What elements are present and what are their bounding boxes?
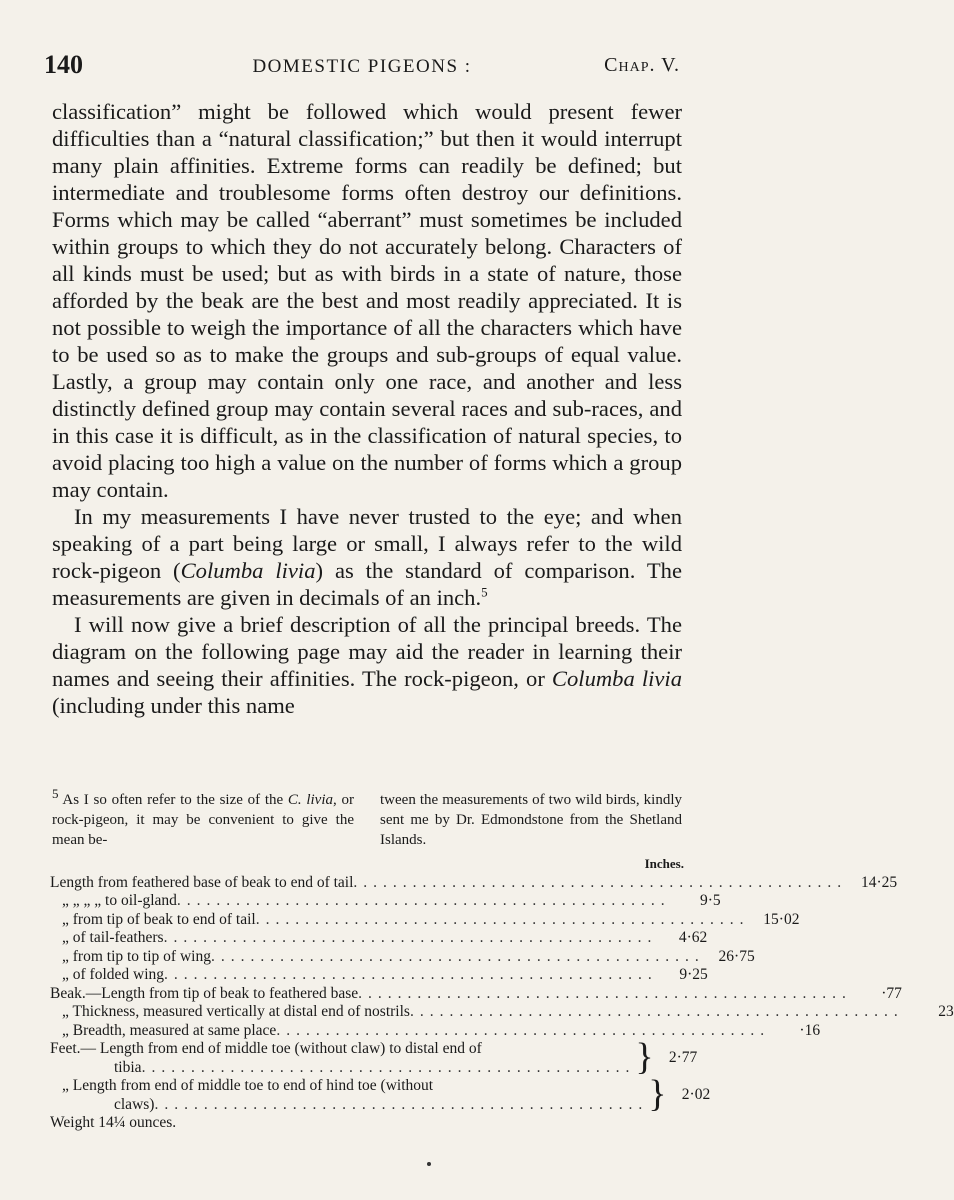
feet1-line1: Feet.— Length from end of middle toe (without claw) to distal end of xyxy=(50,1040,482,1057)
table-row xyxy=(50,1021,821,1041)
row-label: „ of folded wing xyxy=(62,966,165,983)
paragraph-2 xyxy=(52,503,682,611)
fn-text-b: , or rock-pigeon, it may be convenient to give the mean be- xyxy=(52,792,354,848)
feet1-line2: tibia xyxy=(114,1058,142,1076)
page-header xyxy=(44,50,680,80)
row-value: ·77 xyxy=(881,984,902,1002)
p2-text-b: ) as the standard of comparison. The measurements are given in decimals of an inch. xyxy=(52,558,682,610)
leader-dots: .................................................. xyxy=(358,984,852,1002)
table-row xyxy=(50,873,898,893)
leader-dots: .................................................. xyxy=(164,966,658,983)
footnote-col-1 xyxy=(52,786,354,850)
row-value: 9·25 xyxy=(679,966,708,983)
row-label: „ from tip to tip of wing xyxy=(62,947,211,965)
feet2-value: 2·02 xyxy=(681,1086,711,1104)
row-value: 14·25 xyxy=(861,873,898,891)
weight-line: Weight 14¼ ounces. xyxy=(50,1114,177,1131)
table-row xyxy=(50,984,902,1004)
footnote xyxy=(52,786,682,850)
running-title: DOMESTIC PIGEONS : xyxy=(252,56,472,77)
leader-dots: .................................................. xyxy=(154,1095,649,1113)
p3-italic: Columba livia xyxy=(551,666,682,691)
leader-dots: .................................................. xyxy=(353,873,848,891)
paragraph-3 xyxy=(52,611,682,719)
leader-dots: .................................................. xyxy=(255,910,750,928)
measurement-table xyxy=(50,855,954,1133)
leader-dots: .................................................. xyxy=(210,947,705,965)
table-row-feet-1 xyxy=(50,1036,698,1078)
unit-header: Inches. xyxy=(644,856,684,871)
feet2-line2: claws) xyxy=(114,1095,155,1113)
row-value: ·16 xyxy=(799,1021,821,1039)
page-number: 140 xyxy=(44,50,83,79)
table-row xyxy=(50,966,708,985)
p2-italic: Columba livia xyxy=(180,558,316,583)
row-label: „ of tail-feathers xyxy=(62,929,164,946)
leader-dots: .................................................. xyxy=(163,929,658,946)
table-row xyxy=(50,910,800,930)
leader-dots: .................................................. xyxy=(276,1021,771,1039)
leader-dots: .................................................. xyxy=(176,892,671,909)
page-speck xyxy=(427,1162,431,1166)
p3-text-a: I will now give a brief description of all the principal breeds. The diagram on the following page may aid the reader in learning their names and seeing their affinities. The rock-pigeon, or xyxy=(52,612,682,691)
row-value: 26·75 xyxy=(718,947,755,965)
table-row-feet-2 xyxy=(50,1073,711,1115)
table-rows xyxy=(50,873,954,1041)
row-label: „ „ „ „ to oil-gland xyxy=(62,892,177,909)
fn-italic: C. livia xyxy=(287,792,334,808)
row-value: 23 xyxy=(938,1003,954,1020)
feet2-line1: „ Length from end of middle toe to end of hind toe (without xyxy=(62,1077,434,1094)
leader-dots: .................................................. xyxy=(141,1058,636,1076)
brace: } xyxy=(635,1036,654,1078)
leader-dots: .................................................. xyxy=(409,1003,904,1020)
brace: } xyxy=(648,1073,667,1115)
footnote-number: 5 xyxy=(52,786,59,801)
row-value: 15·02 xyxy=(763,910,800,928)
row-label: Beak.—Length from tip of beak to feathered base xyxy=(50,984,359,1002)
paragraph-1: classification” might be followed which would present fewer difficulties than a “natural classification;” but then it would interrupt many plain affinities. Extreme forms can readily be defined; but intermediate and troublesome forms often destroy our definitions. Forms which may be called “aberrant” must sometimes be included within groups to which they do not accurately belong. Characters of all kinds must be used; but as with birds in a state of nature, those afforded by the beak are the best and most readily appreciated. It is not possible to weigh the importance of all the characters which have to be used so as to make the groups and sub-groups of equal value. Lastly, a group may contain only one race, and another and less distinctly defined group may contain several races and sub-races, and in this case it is difficult, as in the classification of natural species, to avoid placing too high a value on the number of forms which a group may contain. xyxy=(52,99,682,502)
table-row xyxy=(50,947,755,967)
footnote-col-2: tween the measurements of two wild birds, kindly sent me by Dr. Edmondstone from the Shetland Islands. xyxy=(380,792,682,848)
row-value: 4·62 xyxy=(678,929,708,946)
feet1-value: 2·77 xyxy=(668,1049,698,1067)
row-value: 9·5 xyxy=(700,892,721,909)
row-label: Length from feathered base of beak to end of tail xyxy=(50,873,354,891)
row-label: „ from tip of beak to end of tail xyxy=(62,910,256,928)
table-row xyxy=(50,892,721,911)
row-label: „ Breadth, measured at same place xyxy=(62,1021,277,1039)
row-label: „ Thickness, measured vertically at distal end of nostrils xyxy=(62,1003,410,1020)
p2-text-a: In my measurements I have never trusted to the eye; and when speaking of a part being large or small, I always refer to the wild rock-pigeon ( xyxy=(52,504,682,583)
chapter-label: Chap. V. xyxy=(604,54,680,76)
p3-text-b: (including under this name xyxy=(52,693,295,718)
fn-text-a: As I so often refer to the size of the xyxy=(62,792,288,808)
table-row xyxy=(50,929,708,948)
table-row xyxy=(50,1003,954,1022)
footnote-ref: 5 xyxy=(481,584,488,600)
main-text xyxy=(52,98,682,719)
